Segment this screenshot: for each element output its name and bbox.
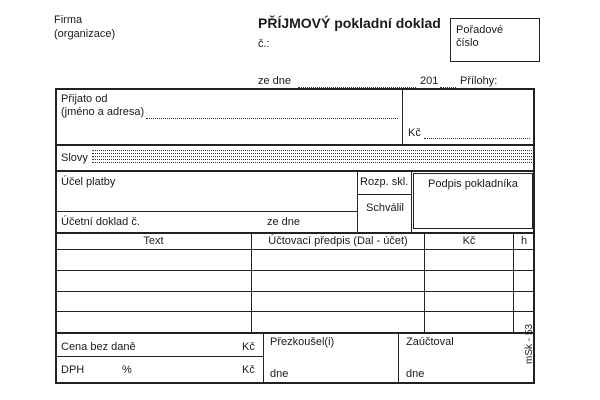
in-words-label: Slovy xyxy=(61,152,88,164)
purpose-divider xyxy=(357,171,358,232)
row-divider-2 xyxy=(56,170,534,172)
serial-number-box[interactable] xyxy=(450,18,540,62)
checked-by-label: Přezkoušel(i) xyxy=(270,336,335,348)
row-divider-4 xyxy=(56,332,534,334)
company-sub-label: (organizace) xyxy=(54,28,116,40)
table-row-line-1 xyxy=(56,249,534,250)
purpose-label: Účel platby xyxy=(61,176,116,188)
signature-divider xyxy=(411,171,412,232)
posted-date-label: dne xyxy=(406,368,425,380)
company-label: Firma xyxy=(54,14,83,26)
table-row-line-2 xyxy=(56,270,534,271)
document-number-label: č.: xyxy=(258,38,270,50)
vat-currency-label: Kč xyxy=(242,364,255,376)
column-header-posting: Účtovací předpis (Dal - účet) xyxy=(268,235,408,247)
attachments-label: Přílohy: xyxy=(460,75,498,87)
bottom-left-divider xyxy=(56,356,263,357)
vat-label: DPH xyxy=(61,364,85,376)
name-address-label: (jméno a adresa) xyxy=(61,106,145,118)
table-col-divider-1 xyxy=(251,233,252,332)
approved-label: Schválil xyxy=(366,202,404,214)
serial-label-line2: číslo xyxy=(456,37,479,49)
posted-by-label: Zaúčtoval xyxy=(406,336,454,348)
table-col-divider-2 xyxy=(424,233,425,332)
accounting-doc-top-line xyxy=(56,211,357,212)
cashier-signature-label: Podpis pokladníka xyxy=(428,178,518,190)
table-row-line-3 xyxy=(56,291,534,292)
amount-currency-label: Kč xyxy=(408,127,421,139)
row-divider-3 xyxy=(56,232,534,234)
column-header-czk: Kč xyxy=(462,235,476,247)
date-year: 201 xyxy=(420,75,439,87)
serial-label-line1: Pořadové xyxy=(456,24,504,36)
vat-percent-label: % xyxy=(122,364,132,376)
document-title: PŘÍJMOVÝ pokladní doklad xyxy=(258,15,441,31)
price-currency-label: Kč xyxy=(242,341,255,353)
bottom-divider-2 xyxy=(398,333,399,383)
rozp-label: Rozp. skl. xyxy=(360,176,409,188)
form-code: mSk - 53 xyxy=(524,323,535,364)
table-col-divider-3 xyxy=(513,233,514,332)
bottom-divider-1 xyxy=(263,333,264,383)
price-without-vat-label: Cena bez daně xyxy=(61,341,136,353)
column-header-text: Text xyxy=(143,235,164,247)
in-words-lines[interactable] xyxy=(92,149,532,166)
checked-date-label: dne xyxy=(270,368,289,380)
accounting-date-label: ze dne xyxy=(267,216,301,228)
rozp-underline xyxy=(357,194,411,195)
table-row-line-4 xyxy=(56,311,534,312)
amount-divider xyxy=(402,89,403,144)
name-address-dotted-line[interactable] xyxy=(146,118,398,119)
row-divider-1 xyxy=(56,144,534,146)
accounting-doc-label: Účetní doklad č. xyxy=(61,216,140,228)
received-from-label: Přijato od xyxy=(61,93,108,105)
amount-dotted-line[interactable] xyxy=(424,138,530,139)
column-header-h: h xyxy=(520,235,528,247)
date-prefix: ze dne xyxy=(258,75,292,87)
